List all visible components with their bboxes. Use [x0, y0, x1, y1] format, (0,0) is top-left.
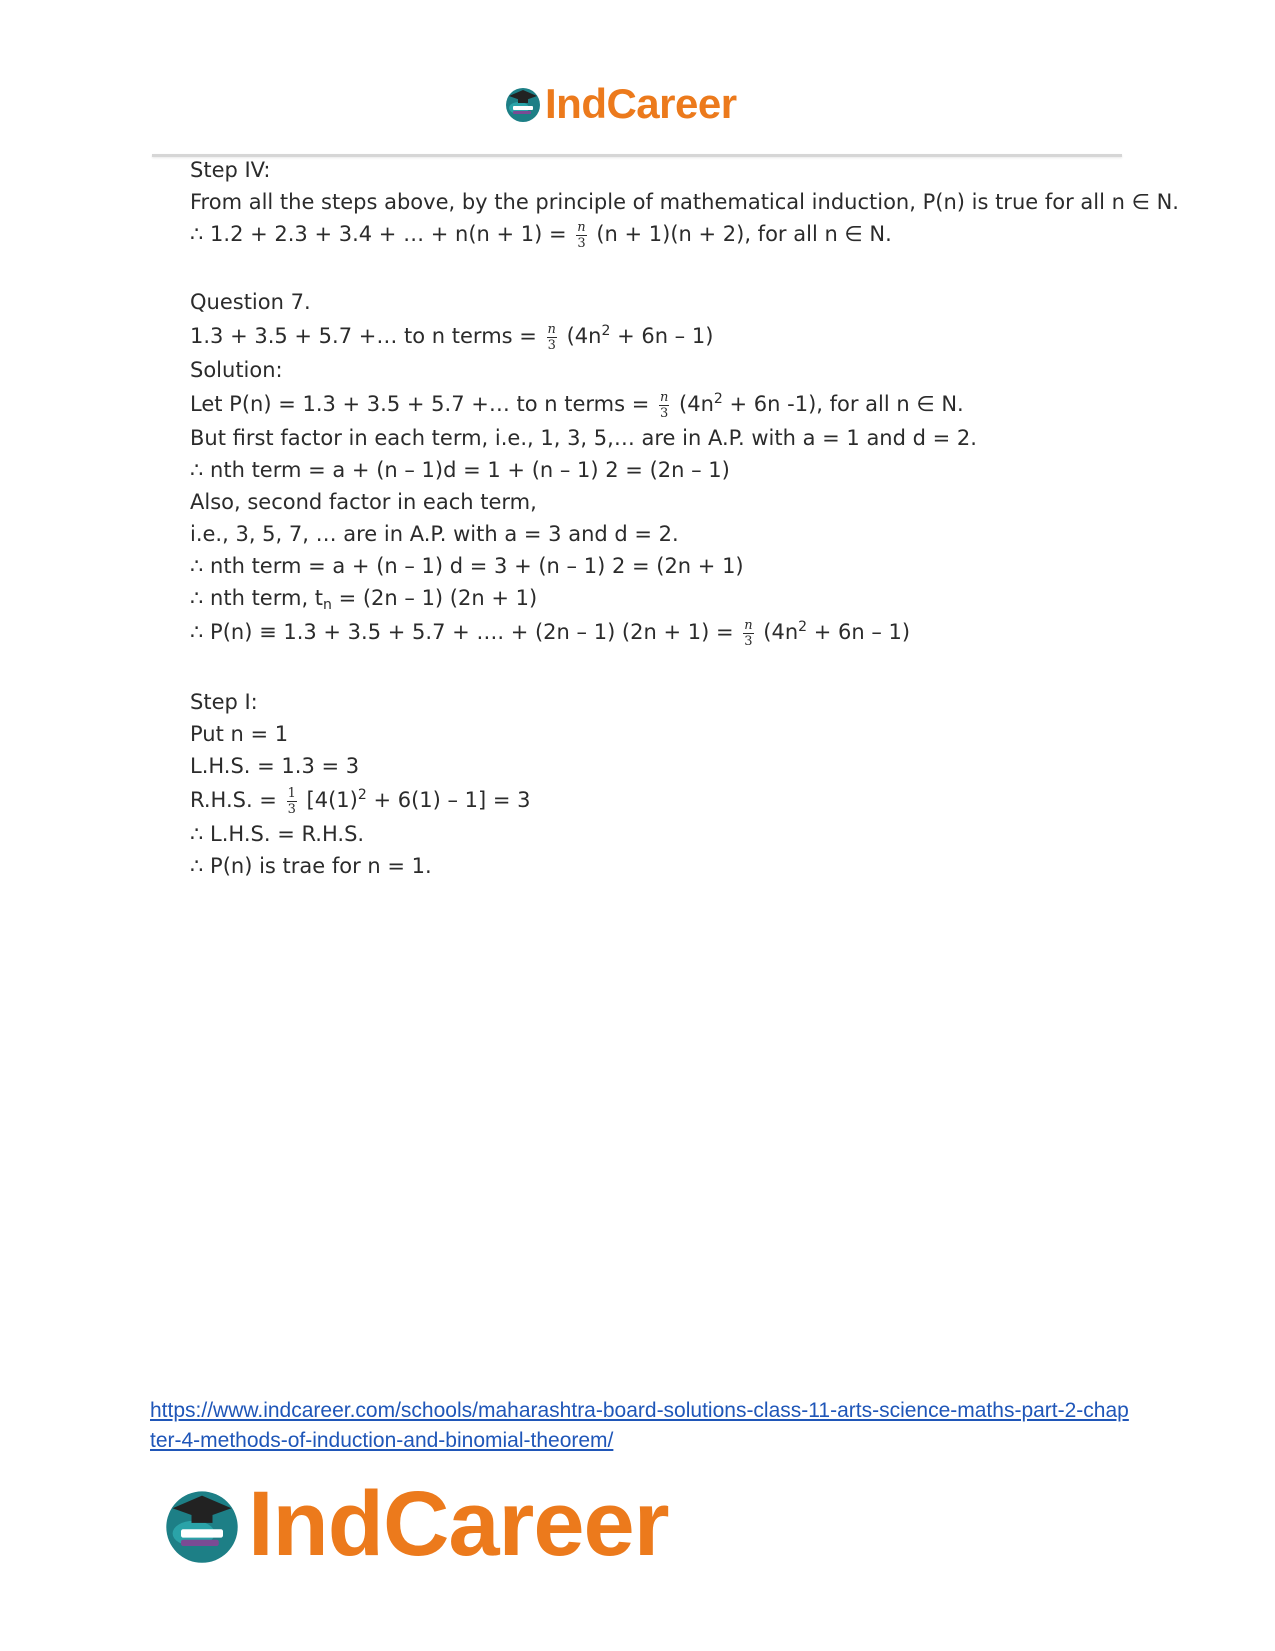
equation-line: Let P(n) = 1.3 + 3.5 + 5.7 +… to n terms = $\frac{n}{3}$ ($4n^2 + 6n$ -1), for all n ∈ N. — [190, 389, 964, 421]
text-line: ∴ P(n) is trae for n = 1. — [190, 854, 432, 878]
equation-line: R.H.S. = $\frac{1}{3}$ $[4(1)^2 + 6(1) - 1] = 3$ — [190, 785, 531, 817]
source-url-link[interactable]: https://www.indcareer.com/schools/maharashtra-board-solutions-class-11-arts-science-maths-part-2-chapter-4-methods-of-induction-and-binomial-theorem/ — [150, 1399, 1129, 1452]
text-line: Also, second factor in each term, — [190, 490, 537, 514]
text-line: ∴ nth term = a + (n – 1)d = 1 + (n – 1) 2 = (2n – 1) — [190, 458, 730, 482]
text-line: L.H.S. = 1.3 = 3 — [190, 754, 360, 778]
graduation-cap-globe-icon — [503, 84, 543, 124]
text-line: Put n = 1 — [190, 722, 289, 746]
logo-wordmark: IndCareer — [545, 80, 737, 127]
step-heading: Step IV: — [190, 158, 271, 182]
equation-line: ∴ nth term, $t_n = (2n - 1) (2n + 1)$ — [190, 586, 538, 613]
question-heading: Question 7. — [190, 290, 311, 314]
logo-wordmark: IndCareer — [248, 1473, 669, 1575]
equation-line: ∴ 1.2 + 2.3 + 3.4 + … + n(n + 1) = $\frac{n}{3}$ (n + 1)(n + 2), for all n ∈ N. — [190, 219, 892, 251]
solution-heading: Solution: — [190, 358, 283, 382]
text-line: From all the steps above, by the principle of mathematical induction, P(n) is true for all n ∈ N. — [190, 190, 1179, 214]
fraction: $\frac{n}{3}$ — [744, 617, 753, 649]
equation-line: ∴ P(n) ≡ 1.3 + 3.5 + 5.7 + …. + (2n – 1) (2n + 1) = $\frac{n}{3}$ $(4n^2 + 6n - 1)$ — [190, 617, 911, 649]
indcareer-logo-header — [503, 80, 737, 128]
indcareer-logo-footer — [160, 1472, 669, 1577]
text-line: ∴ nth term = a + (n – 1) d = 3 + (n – 1) 2 = (2n + 1) — [190, 554, 744, 578]
fraction: $\frac{n}{3}$ — [660, 389, 669, 421]
document-body — [190, 154, 1179, 882]
text-line: But first factor in each term, i.e., 1, 3, 5,… are in A.P. with a = 1 and d = 2. — [190, 426, 977, 450]
text-line: i.e., 3, 5, 7, … are in A.P. with a = 3 and d = 2. — [190, 522, 679, 546]
text-line: ∴ L.H.S. = R.H.S. — [190, 822, 365, 846]
graduation-cap-globe-icon — [160, 1483, 244, 1567]
equation-line: 1.3 + 3.5 + 5.7 +… to n terms = $\frac{n}{3}$ $(4n^2 + 6n - 1)$ — [190, 321, 714, 353]
fraction: $\frac{n}{3}$ — [577, 219, 586, 251]
fraction: $\frac{n}{3}$ — [547, 321, 556, 353]
step-heading: Step I: — [190, 690, 258, 714]
fraction: $\frac{1}{3}$ — [287, 785, 296, 817]
